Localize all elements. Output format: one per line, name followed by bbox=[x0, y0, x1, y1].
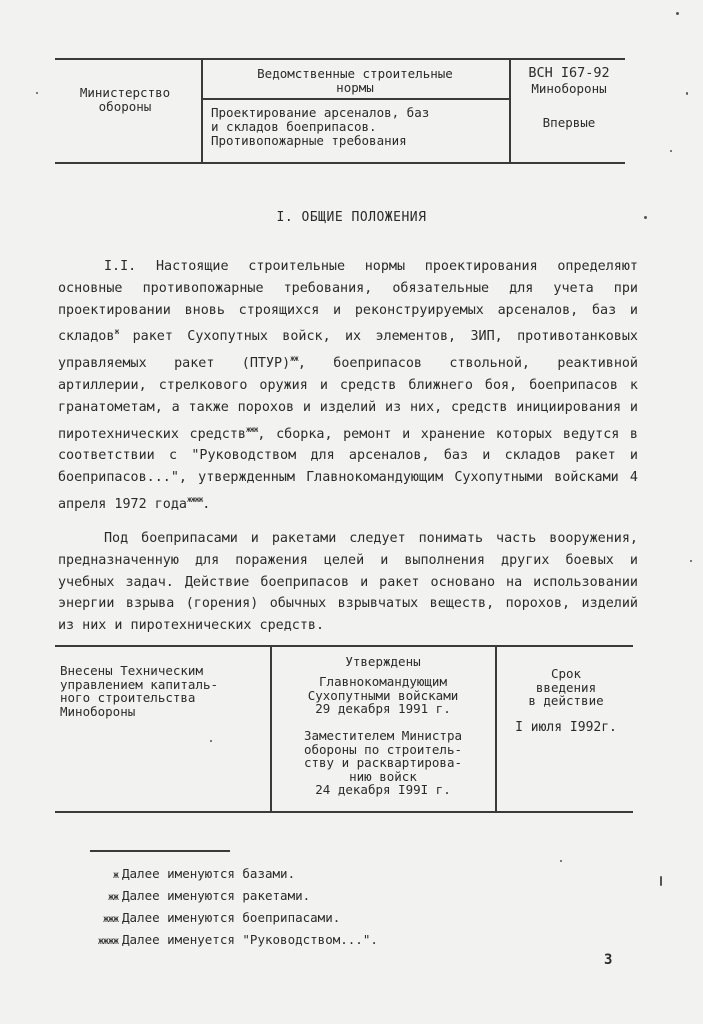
introduced-by: Внесены Техническим управлением капиталь- ного строительства Минобороны bbox=[60, 663, 219, 719]
page-number: 3 bbox=[604, 952, 613, 968]
paragraph-1-text-b: ракет Сухопутных войск, их элементов, ЗИП, противотанковых управляемых ракет (ПТУР) bbox=[58, 329, 638, 372]
scan-speck bbox=[644, 216, 647, 219]
header-inner-rule bbox=[201, 98, 509, 100]
header-bottom-rule bbox=[55, 162, 625, 164]
scan-speck bbox=[670, 150, 672, 152]
effective-term-label: Срок введения в действие bbox=[528, 666, 604, 708]
footnote-4 bbox=[80, 932, 378, 947]
section-title: I. ОБЩИЕ ПОЛОЖЕНИЯ bbox=[276, 210, 427, 225]
footnote-2-mark: жж bbox=[107, 892, 118, 903]
footnote-4-text: Далее именуется "Руководством...". bbox=[122, 932, 378, 947]
footnote-2 bbox=[80, 888, 310, 903]
footnote-separator bbox=[90, 850, 230, 852]
scan-speck bbox=[210, 740, 212, 742]
footnote-mark-1: ж bbox=[114, 327, 119, 337]
approved-by-commander: Главнокомандующим Сухопутными войсками 29 декабря 1991 г. bbox=[307, 674, 459, 716]
scan-speck bbox=[560, 860, 562, 862]
footnote-1-mark: ж bbox=[112, 870, 118, 881]
paragraph-1-text-a: I.I. Настоящие строительные нормы проектирования определяют основные противопожарные требования, обязательные для учета при проектировании вновь строящихся и реконструируемых арсеналов, баз и складов bbox=[58, 259, 638, 345]
footnote-1 bbox=[80, 866, 295, 881]
footnote-4-mark: жжжж bbox=[97, 936, 118, 947]
header-top-rule bbox=[55, 58, 625, 60]
paragraph-2-text: Под боеприпасами и ракетами следует понимать часть вооружения, предназначенную для поражения целей и выполнения других боевых и учебных задач. Действие боеприпасов и ракет основано на использовании энергии взрыва (горения) обычных взрывчатых веществ, порохов, изделий из них и пиротехнических средств. bbox=[58, 531, 638, 634]
doc-code: ВСН I67-92 bbox=[528, 65, 610, 81]
doc-type: Ведомственные строительные нормы bbox=[257, 66, 453, 95]
paragraph-1-text-d: , сборка, ремонт и хранение которых ведутся в соответствии с "Руководством для арсеналов, баз и складов ракет и боеприпасов...", утвержденным Главнокомандующим Сухопутными войсками 4 апреля 1972 года bbox=[58, 426, 638, 512]
paragraph-1-text-e: . bbox=[202, 496, 211, 512]
doc-title: Проектирование арсеналов, баз и складов боеприпасов. Противопожарные требования bbox=[211, 105, 430, 148]
footnote-2-text: Далее именуются ракетами. bbox=[122, 888, 311, 903]
paragraph-1-text-c: , боеприпасов ствольной, реактивной артиллерии, стрелкового оружия и средств ближнего боя, боеприпасов к гранатометам, а также порохов и изделий из них, средств инициирования и пиротехнических средств bbox=[58, 356, 638, 442]
header-table bbox=[55, 58, 625, 164]
ministry-name: Министерство обороны bbox=[79, 85, 171, 114]
header-divider-1 bbox=[201, 58, 203, 162]
header-divider-2 bbox=[509, 58, 511, 162]
scan-speck bbox=[660, 876, 662, 886]
footnote-3 bbox=[80, 910, 340, 925]
paragraph-1 bbox=[58, 256, 638, 516]
footnote-1-text: Далее именуются базами. bbox=[122, 866, 296, 881]
footnote-mark-2: жж bbox=[290, 354, 298, 364]
footnote-mark-4: жжжж bbox=[187, 494, 203, 504]
approval-divider-1 bbox=[270, 645, 272, 811]
approval-bottom-rule bbox=[55, 811, 633, 813]
scan-speck bbox=[36, 92, 38, 94]
footnote-mark-3: жжж bbox=[245, 424, 258, 434]
footnote-3-text: Далее именуются боеприпасами. bbox=[122, 910, 341, 925]
effective-date: I июля I992г. bbox=[515, 720, 617, 735]
paragraph-2 bbox=[58, 528, 638, 637]
doc-status: Впервые bbox=[542, 115, 596, 130]
approved-label: Утверждены bbox=[345, 654, 421, 669]
scan-speck bbox=[676, 12, 679, 15]
footnote-3-mark: жжж bbox=[102, 914, 118, 925]
scan-speck bbox=[690, 560, 692, 562]
approval-top-rule bbox=[55, 645, 633, 647]
approval-divider-2 bbox=[495, 645, 497, 811]
approval-table bbox=[55, 645, 633, 813]
scan-speck bbox=[686, 92, 688, 95]
doc-code-org: Минобороны bbox=[531, 81, 607, 96]
approved-by-deputy: Заместителем Министра обороны по строитель- ству и расквартирова- нию войск 24 декабря I99I г. bbox=[303, 728, 463, 797]
